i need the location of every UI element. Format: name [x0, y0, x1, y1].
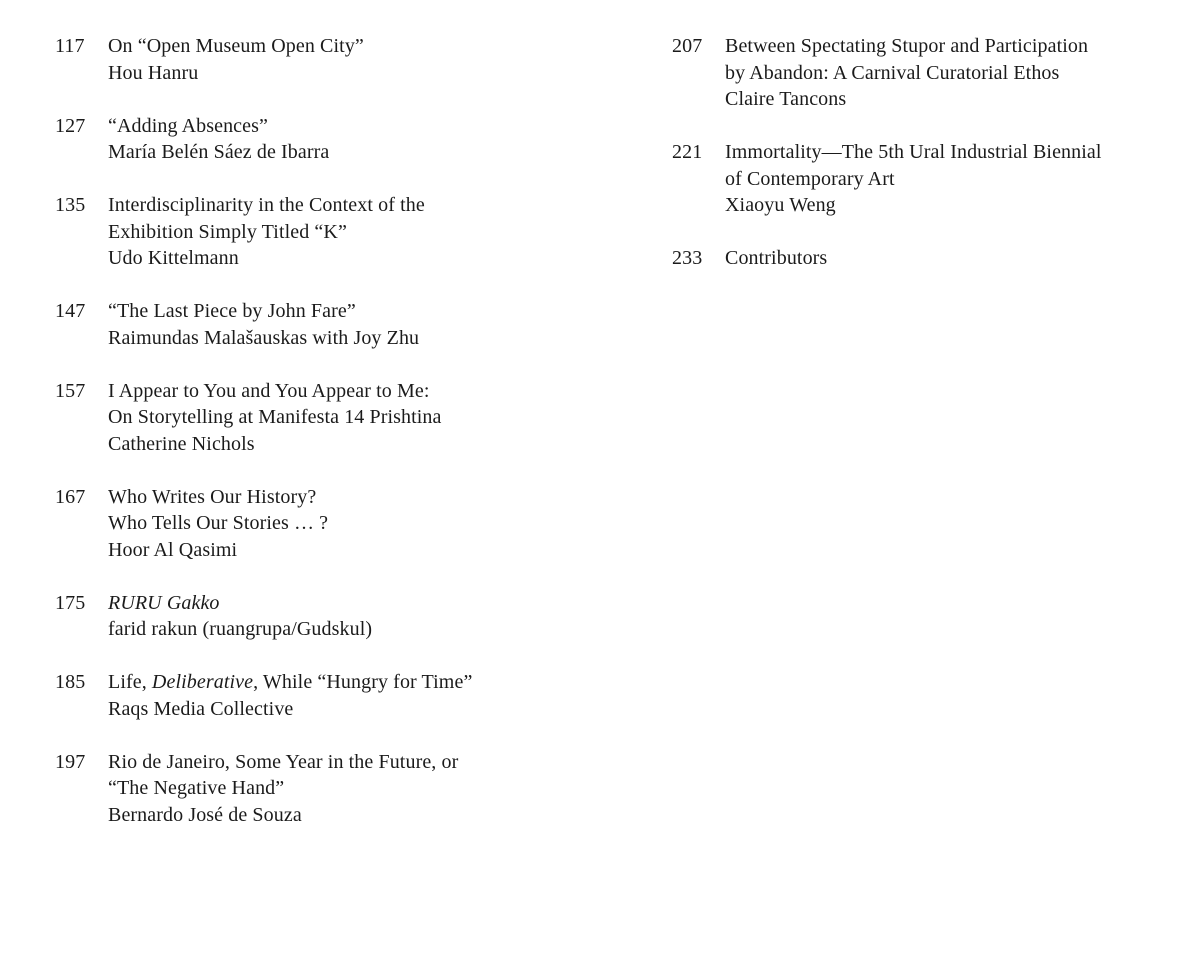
toc-text-line: [108, 775, 620, 802]
toc-text: of Contemporary Art: [725, 167, 895, 190]
toc-page-number: 207: [672, 35, 703, 57]
toc-entry: [55, 749, 620, 829]
toc-page-number: 117: [55, 35, 85, 57]
toc-text: Life,: [108, 671, 152, 693]
toc-text: On Storytelling at Manifesta 14 Prishtina: [108, 406, 442, 428]
toc-text-line: [108, 298, 620, 325]
toc-text-line: [108, 325, 620, 352]
toc-text: by Abandon: A Carnival Curatorial Ethos: [725, 61, 1060, 84]
toc-text: Between Spectating Stupor and Participation: [725, 35, 1089, 57]
toc-text-italic: RURU Gakko: [108, 591, 220, 614]
toc-text: Raimundas Malašauskas with Joy Zhu: [108, 326, 420, 349]
toc-entry-text: [108, 669, 620, 722]
toc-text-line: [108, 404, 620, 431]
toc-entry: [55, 590, 620, 643]
toc-text-line: [108, 192, 620, 219]
toc-text-line: [725, 192, 1192, 219]
toc-text-line: [725, 139, 1192, 166]
toc-text: Exhibition Simply Titled “K”: [108, 220, 347, 243]
toc-text-line: [108, 245, 620, 272]
toc-page-number: 167: [55, 485, 86, 508]
toc-entry: [55, 669, 620, 722]
toc-entry-text: [108, 749, 620, 829]
toc-text: Contributors: [725, 247, 828, 269]
toc-text: Hou Hanru: [108, 61, 199, 84]
toc-page-number: 147: [55, 300, 86, 322]
toc-entry: [55, 192, 620, 272]
toc-text-line: [725, 245, 1192, 272]
toc-text: María Belén Sáez de Ibarra: [108, 141, 330, 163]
toc-entry: [55, 484, 620, 564]
toc-entry: [672, 139, 1192, 219]
toc-text: “The Negative Hand”: [108, 777, 285, 799]
toc-page-number: 233: [672, 247, 703, 269]
toc-page-number: 197: [55, 750, 86, 773]
toc-text-line: [108, 749, 620, 776]
toc-entry: [55, 298, 620, 351]
toc-entry-text: [108, 192, 620, 272]
toc-text: Raqs Media Collective: [108, 697, 294, 720]
toc-entry-text: [108, 113, 620, 166]
toc-page-number: 221: [672, 141, 703, 163]
toc-entry-text: [108, 298, 620, 351]
toc-column-right: [672, 33, 1192, 298]
toc-text: Claire Tancons: [725, 88, 847, 110]
toc-text-line: [108, 669, 620, 696]
toc-text-line: [725, 60, 1192, 87]
toc-text-line: [108, 484, 620, 511]
toc-text: “Adding Absences”: [108, 114, 268, 137]
toc-text: On “Open Museum Open City”: [108, 35, 364, 57]
toc-text: Xiaoyu Weng: [725, 194, 836, 216]
toc-page-number: 175: [55, 591, 86, 614]
toc-text: Bernardo José de Souza: [108, 803, 302, 826]
toc-entry: [672, 33, 1192, 113]
toc-column-left: [55, 33, 620, 855]
toc-text: Hoor Al Qasimi: [108, 538, 238, 561]
toc-entry: [55, 378, 620, 458]
toc-text-line: [108, 60, 620, 87]
toc-page-number: 127: [55, 114, 86, 137]
toc-text: Interdisciplinarity in the Context of the: [108, 194, 425, 216]
toc-text: Catherine Nichols: [108, 432, 255, 455]
toc-text: “The Last Piece by John Fare”: [108, 300, 356, 322]
toc-text-line: [108, 537, 620, 564]
toc-text-line: [108, 113, 620, 140]
toc-text: farid rakun (ruangrupa/Gudskul): [108, 618, 373, 640]
toc-text: Who Writes Our History?: [108, 485, 317, 508]
toc-entry-text: [108, 378, 620, 458]
toc-text-line: [108, 219, 620, 246]
toc-text-line: [108, 590, 620, 617]
toc-text-line: [108, 431, 620, 458]
toc-entry-text: [725, 139, 1192, 219]
toc-text-line: [725, 33, 1192, 60]
toc-text-line: [108, 802, 620, 829]
toc-text-line: [108, 33, 620, 60]
toc-text: Udo Kittelmann: [108, 247, 239, 269]
toc-text-line: [108, 510, 620, 537]
toc-text: Immortality—The 5th Ural Industrial Biennial: [725, 141, 1102, 163]
toc-page-number: 185: [55, 671, 86, 693]
toc-text-line: [108, 139, 620, 166]
toc-text-line: [725, 166, 1192, 193]
toc-entry-text: [108, 590, 620, 643]
toc-entry-text: [108, 484, 620, 564]
toc-entry-text: [108, 33, 620, 86]
toc-entry: [672, 245, 1192, 272]
toc-entry-text: [725, 245, 1192, 272]
toc-entry: [55, 33, 620, 86]
toc-text: I Appear to You and You Appear to Me:: [108, 379, 430, 402]
toc-entry: [55, 113, 620, 166]
toc-page-number: 157: [55, 379, 86, 402]
toc-text: Rio de Janeiro, Some Year in the Future, or: [108, 750, 459, 773]
toc-text-line: [725, 86, 1192, 113]
toc-text-italic: Deliberative: [151, 671, 254, 693]
toc-text-line: [108, 378, 620, 405]
toc-text-line: [108, 616, 620, 643]
toc-text: Who Tells Our Stories … ?: [108, 512, 329, 534]
toc-text: , While “Hungry for Time”: [253, 671, 473, 693]
toc-page-number: 135: [55, 194, 86, 216]
toc-text-line: [108, 696, 620, 723]
toc-entry-text: [725, 33, 1192, 113]
